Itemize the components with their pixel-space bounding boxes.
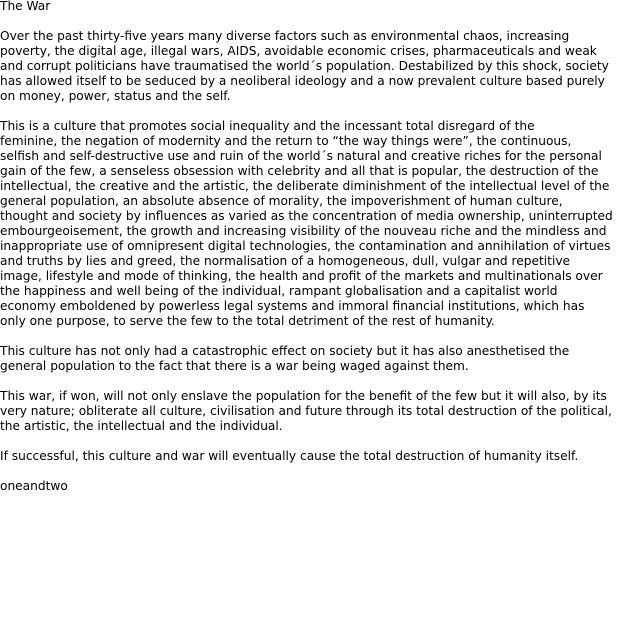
paragraph-1: Over the past thirty-five years many diverse factors such as environmental chaos, increasing poverty, the digital age, illegal wars, AIDS, avoidable economic crises, pharmaceuticals and weak and corrupt politicians have traumatised the world´s population. Destabilized by this shock, society has allowed itself to be seduced by a neoliberal ideology and a now prevalent culture based purely on money, power, status and the self. [0, 29, 609, 103]
paragraph-4: This war, if won, will not only enslave the population for the benefit of the few but it will also, by its very nature; obliterate all culture, civilisation and future through its total destruction of the political, the artistic, the intellectual and the individual. [0, 389, 612, 433]
document-title: The War [0, 0, 51, 13]
paragraph-5: If successful, this culture and war will eventually cause the total destruction of humanity itself. [0, 449, 579, 463]
signature: oneandtwo [0, 479, 68, 493]
paragraph-2: This is a culture that promotes social inequality and the incessant total disregard of the feminine, the negation of modernity and the return to “the way things were”, the continuous, selfish and self-destructive use and ruin of the world´s natural and creative riches for the personal gain of the few, a senseless obsession with celebrity and all that is popular, the destruction of the intellectual, the creative and the artistic, the deliberate diminishment of the intellectual level of the general population, an absolute absence of morality, the impoverishment of human culture, thought and society by influences as varied as the concentration of media ownership, uninterrupted embourgeoisement, the growth and increasing visibility of the nouveau riche and the mindless and inappropriate use of omnipresent digital technologies, the contamination and annihilation of virtues and truths by lies and greed, the normalisation of a homogeneous, dull, vulgar and repetitive image, lifestyle and mode of thinking, the health and profit of the markets and multinationals over the happiness and well being of the individual, rampant globalisation and a capitalist world economy emboldened by powerless legal systems and immoral financial institutions, which has only one purpose, to serve the few to the total detriment of the rest of humanity. [0, 119, 613, 328]
paragraph-3: This culture has not only had a catastrophic effect on society but it has also anesthetised the general population to the fact that there is a war being waged against them. [0, 344, 570, 373]
